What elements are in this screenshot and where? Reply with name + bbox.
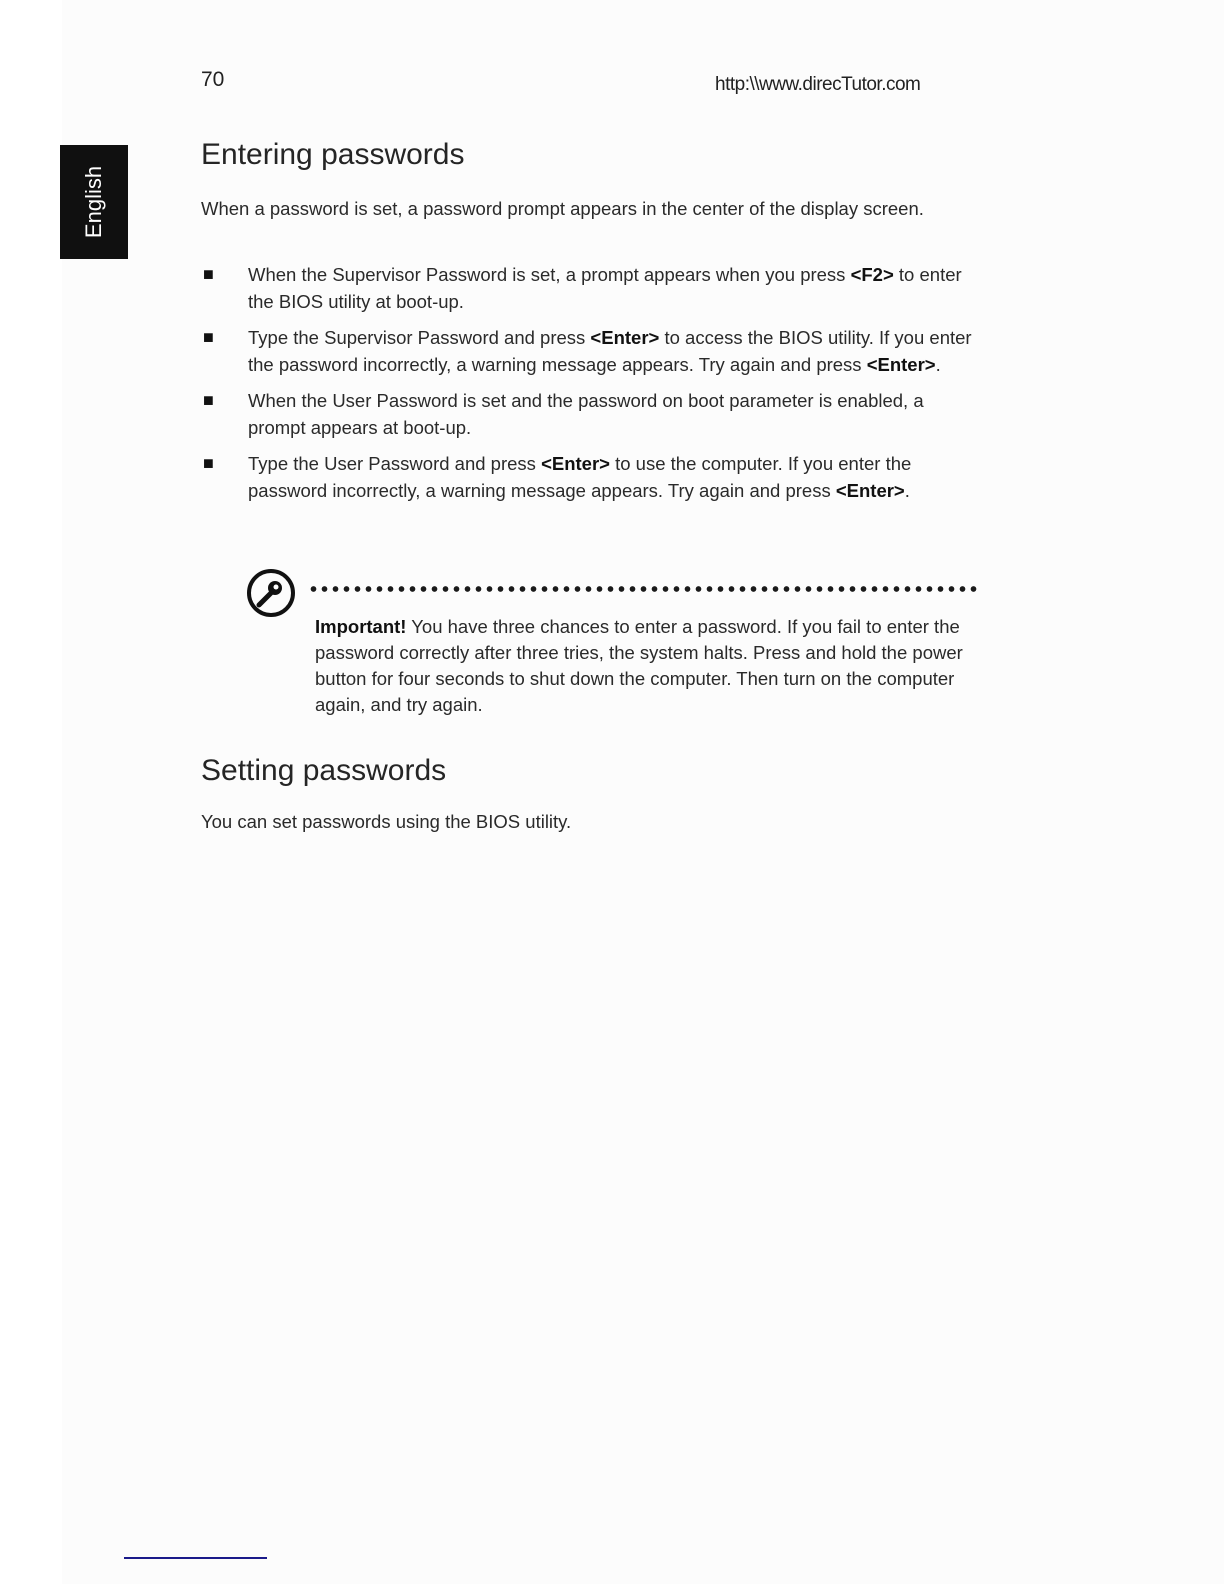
bullet-text: Type the Supervisor Password and press <Enter> to access the BIOS utility. If you enter the password incorrectly, a warning message appears. Try again and press <Enter>. xyxy=(248,327,972,375)
key-label: <Enter> xyxy=(541,453,610,474)
bullet-item xyxy=(201,387,981,441)
note-dotted-rule xyxy=(308,586,980,592)
bullet-item xyxy=(201,324,981,378)
bullet-item xyxy=(201,261,981,315)
footer-rule xyxy=(124,1557,267,1559)
language-tab-label: English xyxy=(81,165,106,239)
bullet-item xyxy=(201,450,981,504)
important-key-icon xyxy=(245,567,297,619)
key-label: <Enter> xyxy=(835,480,905,501)
bullet-icon: ■ xyxy=(203,327,214,347)
key-label: <Enter> xyxy=(866,354,936,375)
bullet-text: Type the User Password and press <Enter> to use the computer. If you enter the password incorrectly, a warning message appears. Try again and press <Enter>. xyxy=(248,453,912,501)
section-title-setting-passwords: Setting passwords xyxy=(201,754,447,787)
header-url: http:\\www.direcTutor.com xyxy=(715,74,921,95)
section-intro-entering: When a password is set, a password prompt appears in the center of the display screen. xyxy=(201,198,924,219)
bullet-text: When the Supervisor Password is set, a prompt appears when you press <F2> to enter the BIOS utility at boot-up. xyxy=(248,264,962,312)
important-note: Important! You have three chances to enter a password. If you fail to enter the password correctly after three tries, the system halts. Press and hold the power button for four seconds to shut down the computer. Then turn on the computer again, and try again. xyxy=(315,616,963,715)
bullet-list xyxy=(201,261,981,513)
page-shading xyxy=(62,0,1224,1584)
bullet-icon: ■ xyxy=(203,264,214,284)
key-label: <F2> xyxy=(850,264,894,285)
bullet-icon: ■ xyxy=(203,390,214,410)
language-tab xyxy=(60,145,128,259)
section-intro-setting: You can set passwords using the BIOS utility. xyxy=(201,811,572,832)
page-number: 70 xyxy=(201,68,225,91)
bullet-icon: ■ xyxy=(203,453,214,473)
important-label: Important! xyxy=(315,616,407,637)
bullet-text: When the User Password is set and the password on boot parameter is enabled, a prompt appears at boot-up. xyxy=(248,390,924,438)
key-label: <Enter> xyxy=(590,327,660,348)
section-title-entering-passwords: Entering passwords xyxy=(201,138,465,171)
